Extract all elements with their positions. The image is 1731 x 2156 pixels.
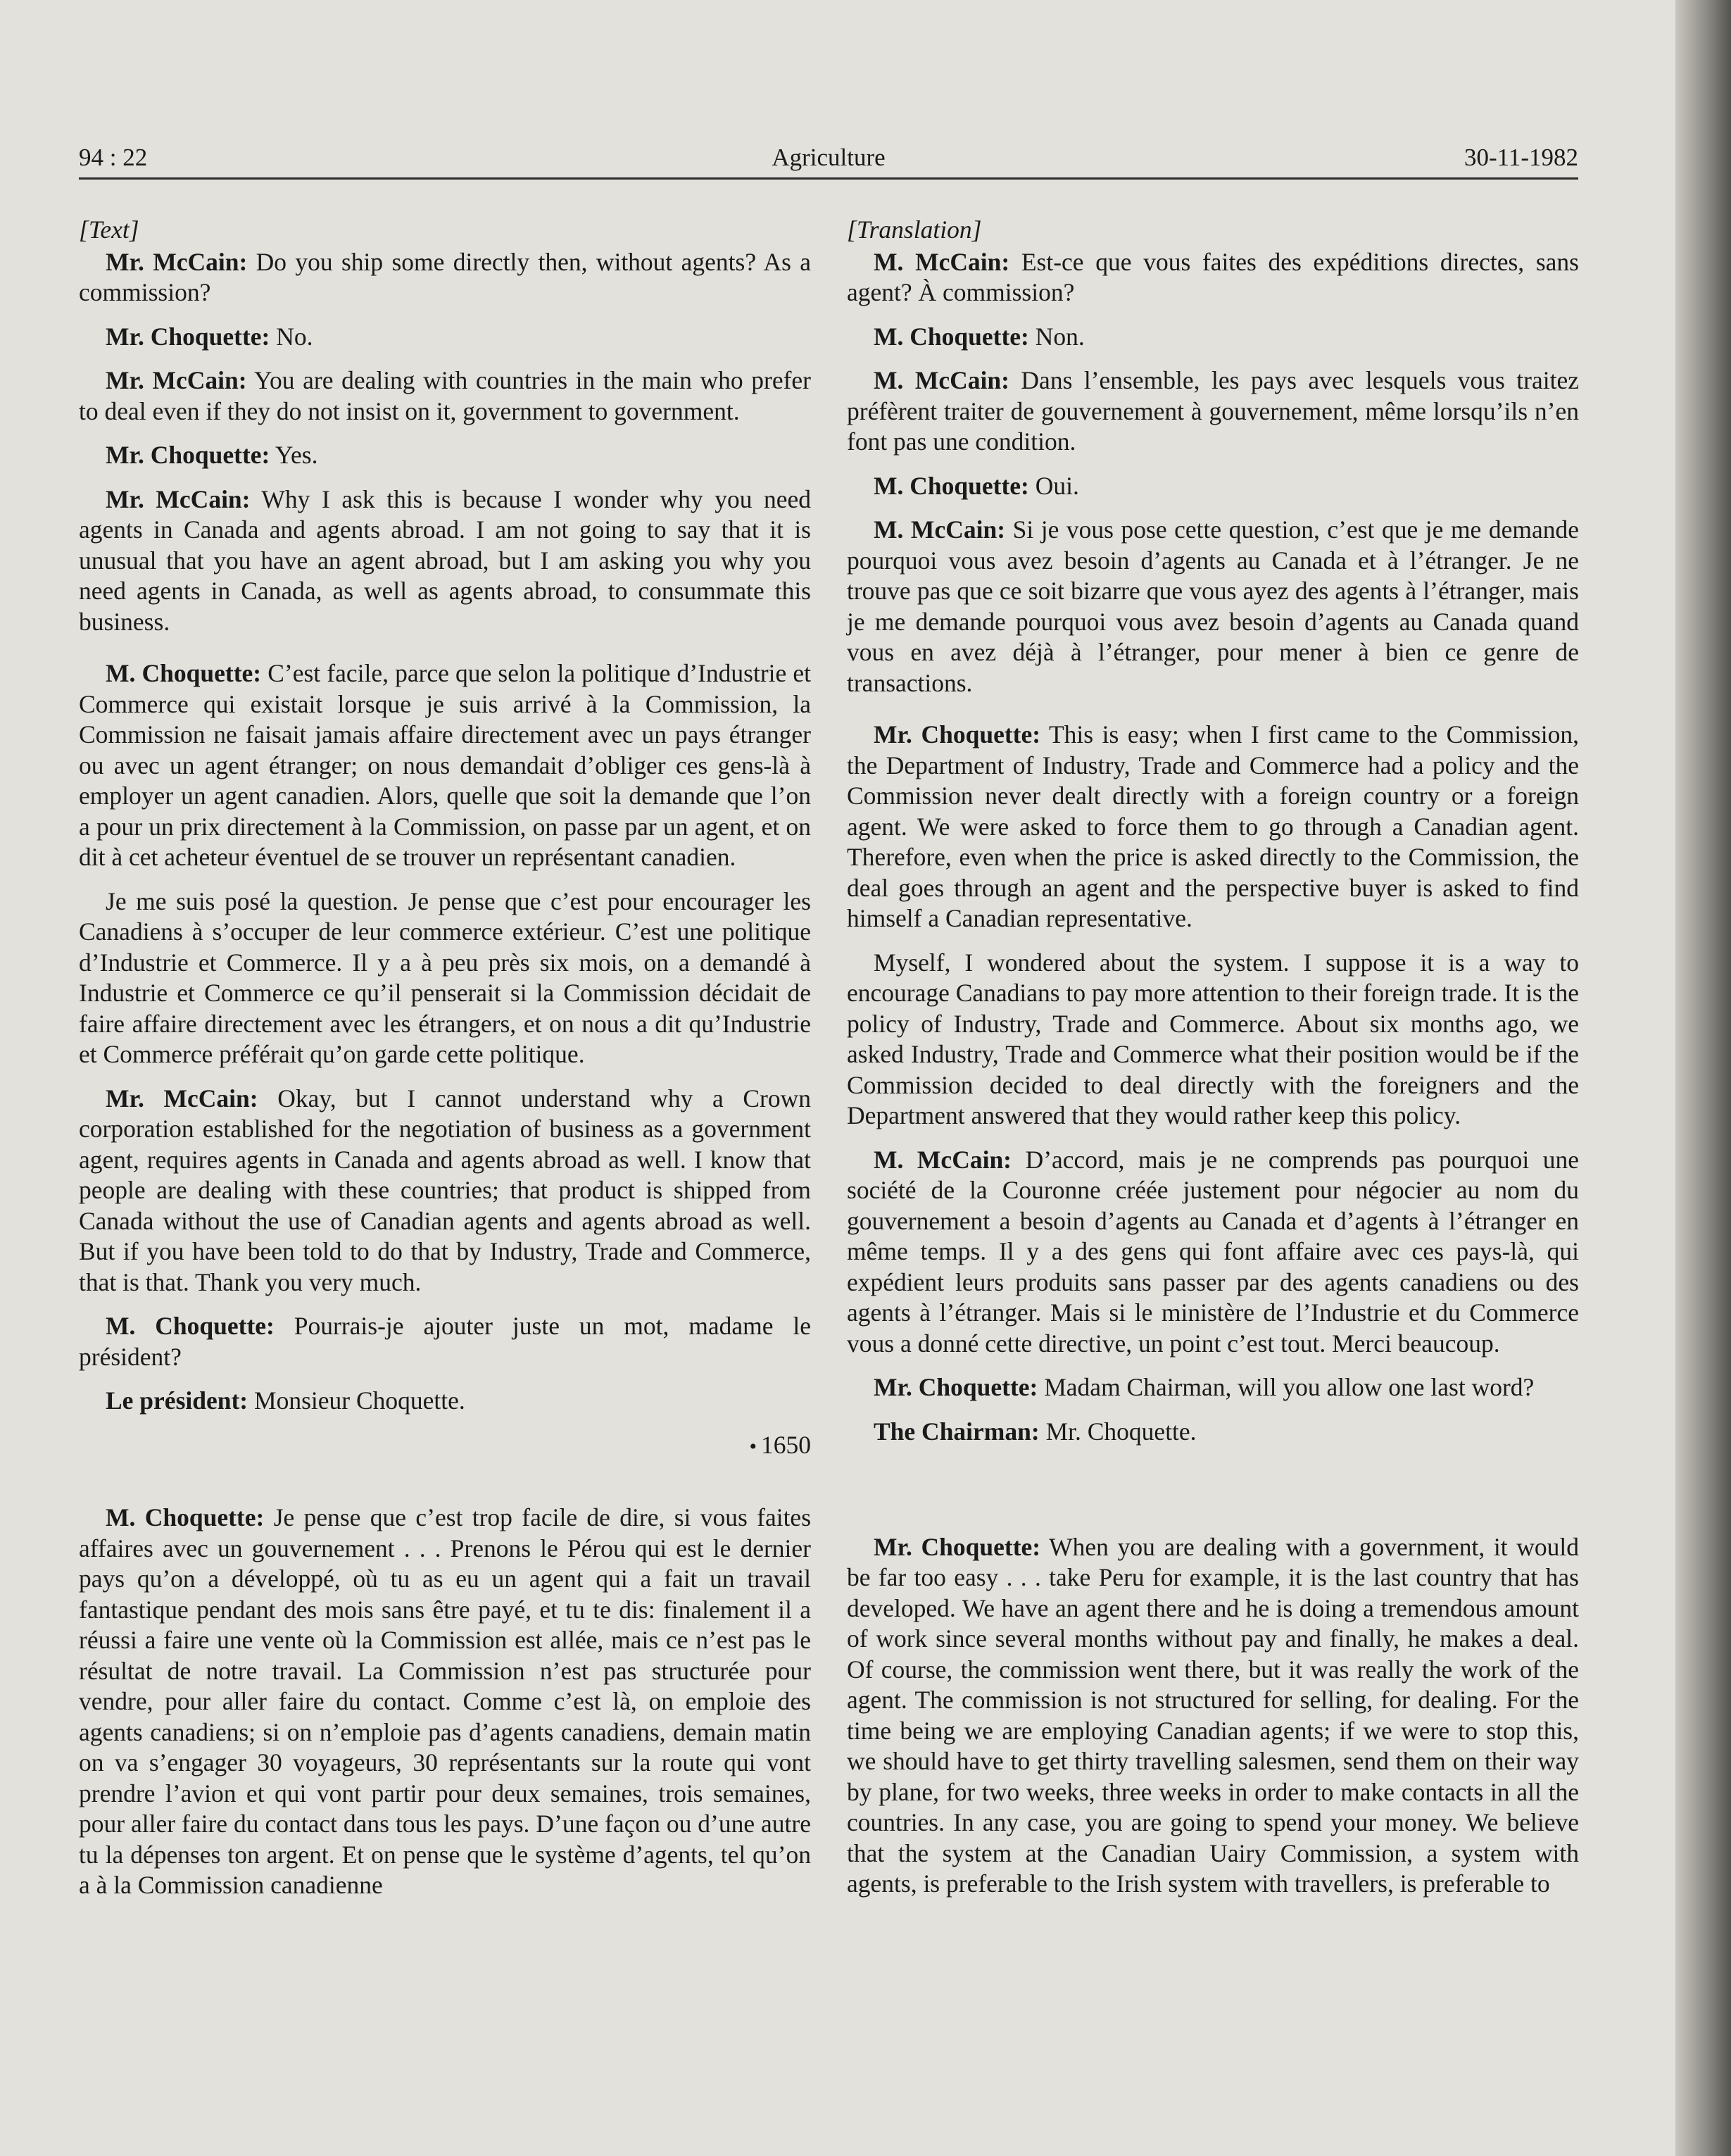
page-number: 94 : 22 [79, 144, 148, 171]
speaker-name: Mr. Choquette: [874, 1532, 1041, 1561]
speaker-name: Mr. McCain: [106, 484, 251, 513]
paragraph-text: Je me suis posé la question. Je pense que c’est pour encourager les Canadiens à s’occuper de leur commerce extérieur. C’est une politique d’Industrie et Commerce. Il y a à peu près six mois, on a demandé à Industrie et Commerce ce qu’il penserait si la Commission décidait de faire affaire directement avec les étrangers, et on nous a dit qu’Industrie et Commerce préférait qu’on garde cette politique. [79, 886, 811, 1068]
bullet-icon: • [749, 1434, 757, 1458]
speaker-name: M. Choquette: [106, 1503, 265, 1531]
transcript-paragraph [847, 720, 1579, 934]
paragraph-text: Madam Chairman, will you allow one last word? [1044, 1373, 1535, 1401]
paragraph-text: Why I ask this is because I wonder why you need agents in Canada and agents abroad. I am not going to say that it is unusual that you have an agent abroad, but I am asking you why you need agents in Canada, as well as agents abroad, to consummate this business. [79, 484, 811, 636]
transcript-paragraph [79, 365, 811, 427]
section-label: [Translation] [847, 215, 982, 244]
speaker-name: Mr. McCain: [106, 247, 248, 276]
book-spine-shadow [1675, 0, 1731, 2156]
transcript-paragraph [79, 1503, 811, 1901]
paragraph-text: Mr. Choquette. [1045, 1417, 1197, 1446]
transcript-paragraph [79, 484, 811, 638]
speaker-name: M. Choquette: [874, 322, 1029, 351]
speaker-name: M. McCain: [874, 515, 1006, 544]
transcript-paragraph [79, 658, 811, 873]
transcript-paragraph [847, 322, 1579, 353]
paragraph-text: C’est facile, parce que selon la politique d’Industrie et Commerce qui existait lorsque je suis arrivé à la Commission, la Commission ne faisait jamais affaire directement avec un pays étranger ou avec un agent étranger; on nous demandait d’obliger ces gens-là à employer un agent canadien. Alors, quelle que soit la demande que l’on a pour un prix directement à la Commission, on passe par un agent, et on dit à cet acheteur éventuel de se trouver un représentant canadien. [79, 659, 812, 871]
speaker-name: The Chairman: [874, 1417, 1040, 1446]
right-column [847, 215, 1579, 1913]
transcript-paragraph [847, 515, 1579, 698]
speaker-name: M. McCain: [874, 247, 1010, 276]
section-label-text: Translation [856, 215, 972, 244]
transcript-paragraph [79, 1386, 811, 1417]
speaker-name: Mr. Choquette: [106, 322, 270, 351]
paragraph-text: Myself, I wondered about the system. I suppose it is a way to encourage Canadians to pay more attention to their foreign trade. It is the policy of Industry, Trade and Commerce. About six months ago, we asked Industry, Trade and Commerce what their position would be if the Commission decided to deal directly with the foreigners and the Department answered that they would rather keep this policy. [847, 948, 1579, 1129]
speaker-name: Mr. Choquette: [874, 720, 1041, 748]
transcript-paragraph [79, 1311, 811, 1372]
speaker-name: M. Choquette: [106, 659, 262, 687]
transcript-paragraph [79, 440, 811, 471]
paragraph-text: Pourrais-je ajouter juste un mot, madame le président? [79, 1312, 811, 1371]
speaker-name: M. Choquette: [874, 471, 1029, 500]
paragraph-text: Non. [1035, 322, 1085, 351]
time-marker-value: 1650 [761, 1430, 811, 1459]
paragraph-text: No. [276, 322, 313, 351]
paragraph-text: Oui. [1035, 471, 1079, 500]
transcript-paragraph [847, 247, 1579, 308]
page-date: 30-11-1982 [1464, 144, 1578, 171]
section-label: [Text] [79, 215, 139, 244]
page-title: Agriculture [772, 144, 886, 171]
paragraph-text: D’accord, mais je ne comprends pas pourquoi une société de la Couronne créée justement pour négocier au nom du gouvernement a besoin d’agents au Canada et d’agents à l’étranger en même temps. Il y a des gens qui font affaire avec ces pays-là, qui expédient leurs produits sans passer par des agents canadiens ou des agents à l’étranger. Mais si le ministère de l’Industrie et du Commerce vous a donné cette directive, un point c’est tout. Merci beaucoup. [847, 1145, 1579, 1358]
speaker-name: Mr. Choquette: [874, 1373, 1038, 1401]
transcript-paragraph [79, 886, 811, 1070]
time-marker [79, 1430, 811, 1462]
speaker-name: Mr. Choquette: [106, 441, 270, 469]
transcript-paragraph [79, 322, 811, 353]
transcript-paragraph [847, 1532, 1579, 1900]
speaker-name: M. McCain: [874, 366, 1009, 394]
paragraph-text: Monsieur Choquette. [254, 1386, 465, 1415]
paragraph-text: You are dealing with countries in the main who prefer to deal even if they do not insist on it, government to government. [79, 366, 811, 425]
paragraph-text: When you are dealing with a government, it would be far too easy . . . take Peru for example, it is the last country that has developed. We have an agent there and he is doing a tremendous amount of work since several months without pay and finally, he makes a deal. Of course, the commission went there, but it was really the work of the agent. The commission is not structured for selling, for dealing. For the time being we are employing Canadian agents; if we were to stop this, we should have to get thirty travelling salesmen, send them on their way by plane, for two weeks, three weeks in order to make contacts in all the countries. In any case, you are going to spend your money. We believe that the system at the Canadian Uairy Commission, a system with agents, is preferable to the Irish system with travellers, is preferable to [847, 1532, 1580, 1898]
paragraph-text: Do you ship some directly then, without agents? As a commission? [79, 247, 812, 306]
speaker-name: M. McCain: [874, 1145, 1012, 1174]
transcript-paragraph [847, 1417, 1579, 1448]
transcript-paragraph [847, 1372, 1579, 1403]
speaker-name: M. Choquette: [106, 1312, 275, 1340]
speaker-name: Le président: [106, 1386, 248, 1415]
page-header [79, 141, 1578, 180]
paragraph-text: Je pense que c’est trop facile de dire, si vous faites affaires avec un gouvernement . . . Prenons le Pérou qui est le dernier pays qu’on a développé, où tu as eu un agent qui a fait un travail fantastique pendant des mois sans être payé, et tu te dis: finalement il a réussi a faire une vente où la Commission est allée, mais ce n’est pas le résultat de notre travail. La Commission n’est pas structurée pour vendre, pour aller faire du contact. Comme c’est là, on emploie des agents canadiens; si on n’emploie pas d’agents canadiens, demain matin on va s’engager 30 voyageurs, 30 représentants sur la route qui vont prendre l’avion et qui vont partir pour deux semaines, trois semaines, pour aller faire du contact dans tous les pays. D’une façon ou d’une autre tu la dépenses ton argent. Et on pense que le système d’agents, tel qu’on a à la Commission canadienne [79, 1503, 812, 1899]
speaker-name: Mr. McCain: [106, 1084, 258, 1113]
transcript-paragraph [79, 1084, 811, 1298]
transcript-paragraph [847, 471, 1579, 502]
transcript-paragraph [79, 247, 811, 308]
transcript-paragraph [847, 365, 1579, 458]
transcript-paragraph [847, 1145, 1579, 1360]
paragraph-text: Si je vous pose cette question, c’est que je me demande pourquoi vous avez besoin d’agents au Canada et à l’étranger. Je ne trouve pas que ce soit bizarre que vous ayez des agents à l’étranger, mais je me demande pourquoi vous avez besoin d’agents au Canada quand vous en avez déjà à l’étranger, pour mener à bien ce genre de transactions. [847, 515, 1579, 697]
paragraph-text: Okay, but I cannot understand why a Crown corporation established for the negotiation of business as a government agent, requires agents in Canada and agents abroad as well. I know that people are dealing with these countries; that product is shipped from Canada without the use of Canadian agents and agents abroad as well. But if you have been told to do that by Industry, Trade and Commerce, that is that. Thank you very much. [79, 1084, 811, 1296]
paragraph-text: This is easy; when I first came to the Commission, the Department of Industry, Trade and Commerce had a policy and the Commission never dealt directly with a foreign country or a foreign agent. We were asked to force them to go through a Canadian agent. Therefore, even when the price is asked directly to the Commission, the deal goes through an agent and the perspective buyer is asked to find himself a Canadian representative. [847, 720, 1579, 932]
left-column [79, 215, 811, 1914]
paragraph-text: Est-ce que vous faites des expéditions directes, sans agent? À commission? [847, 247, 1580, 306]
time-marker [847, 1460, 1579, 1491]
speaker-name: Mr. McCain: [106, 366, 247, 394]
section-label-text: Text [88, 215, 130, 244]
paragraph-text: Yes. [275, 441, 318, 469]
paragraph-text: Dans l’ensemble, les pays avec lesquels vous traitez préfèrent traiter de gouvernement à gouvernement, même lorsqu’ils n’en font pas une condition. [847, 366, 1579, 456]
transcript-paragraph [847, 948, 1579, 1132]
